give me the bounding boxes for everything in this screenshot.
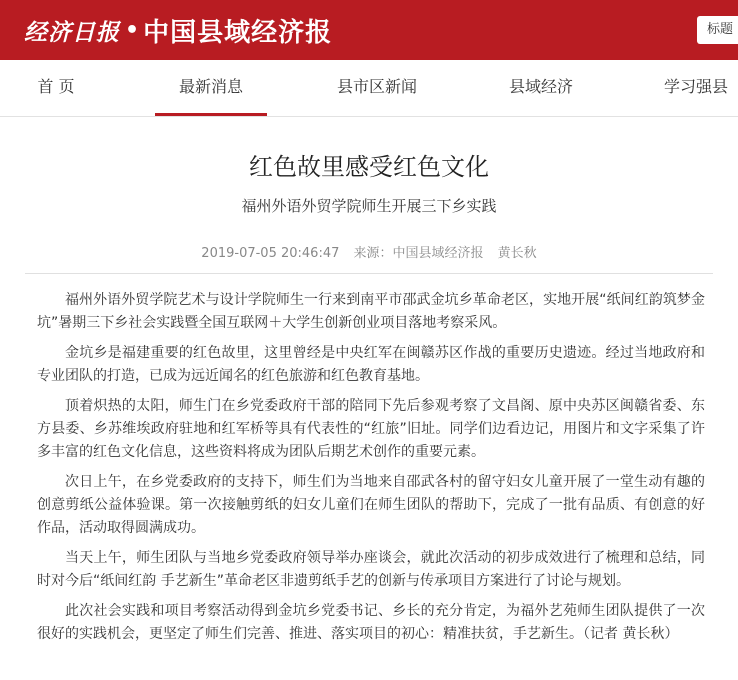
search-title-button[interactable]: 标题 — [697, 16, 738, 44]
article-datetime: 2019-07-05 20:46:47 — [201, 246, 340, 261]
article-author: 黄长秋 — [497, 246, 537, 261]
article-paragraph: 福州外语外贸学院艺术与设计学院师生一行来到南平市邵武金坑乡革命老区，实地开展“纸间红韵筑梦金坑”暑期三下乡社会实践暨全国互联网＋大学生创新创业项目落地考察采风。 — [37, 292, 705, 331]
nav-item-county-news[interactable]: 县市区新闻 — [336, 77, 417, 96]
brand-site-name: 中国县域经济报 — [143, 17, 333, 48]
article-paragraph: 当天上午，师生团队与当地乡党委政府领导举办座谈会，就此次活动的初步成效进行了梳理和总结，同时对今后“纸间红韵 手艺新生”革命老区非遗剪纸手艺的创新与传承项目方案进行了讨论与规划。 — [37, 550, 705, 589]
meta-divider — [25, 273, 713, 274]
brand-script-logo: 经济日报 — [24, 18, 120, 46]
nav-item-latest-news[interactable]: 最新消息 — [155, 60, 267, 116]
article-paragraph: 次日上午，在乡党委政府的支持下，师生们为当地来自邵武各村的留守妇女儿童开展了一堂生动有趣的创意剪纸公益体验课。第一次接触剪纸的妇女儿童们在师生团队的帮助下，完成了一批有品质、有创意的好作品，活动取得圆满成功。 — [37, 474, 705, 536]
site-masthead — [0, 0, 738, 60]
brand-separator: • — [125, 17, 140, 43]
article-paragraph: 金坑乡是福建重要的红色故里，这里曾经是中央红军在闽赣苏区作战的重要历史遗迹。经过当地政府和专业团队的打造，已成为远近闻名的红色旅游和红色教育基地。 — [37, 345, 705, 384]
nav-item-study-county[interactable]: 学习强县 — [663, 77, 728, 96]
main-navigation — [0, 60, 738, 117]
nav-item-county-economy[interactable]: 县域经济 — [508, 77, 573, 96]
article-title: 红色故里感受红色文化 — [249, 153, 489, 181]
article-meta — [0, 242, 738, 261]
article-paragraph: 此次社会实践和项目考察活动得到金坑乡党委书记、乡长的充分肯定，为福外艺苑师生团队提供了一次很好的实践机会，更坚定了师生们完善、推进、落实项目的初心：精准扶贫，手艺新生。（记者 黄长秋） — [37, 603, 705, 642]
nav-item-home[interactable]: 首 页 — [37, 77, 75, 96]
article-source: 来源：中国县域经济报 — [353, 246, 484, 261]
article-body — [37, 289, 705, 653]
site-logo[interactable] — [24, 12, 332, 48]
article-subtitle: 福州外语外贸学院师生开展三下乡实践 — [241, 197, 497, 215]
article-paragraph: 顶着炽热的太阳，师生门在乡党委政府干部的陪同下先后参观考察了文昌阁、原中央苏区闽赣省委、东方县委、乡苏维埃政府驻地和红军桥等具有代表性的“红旅”旧址。同学们边看边记，用图片和文字采集了许多丰富的红色文化信息，这些资料将成为团队后期艺术创作的重要元素。 — [37, 398, 705, 460]
